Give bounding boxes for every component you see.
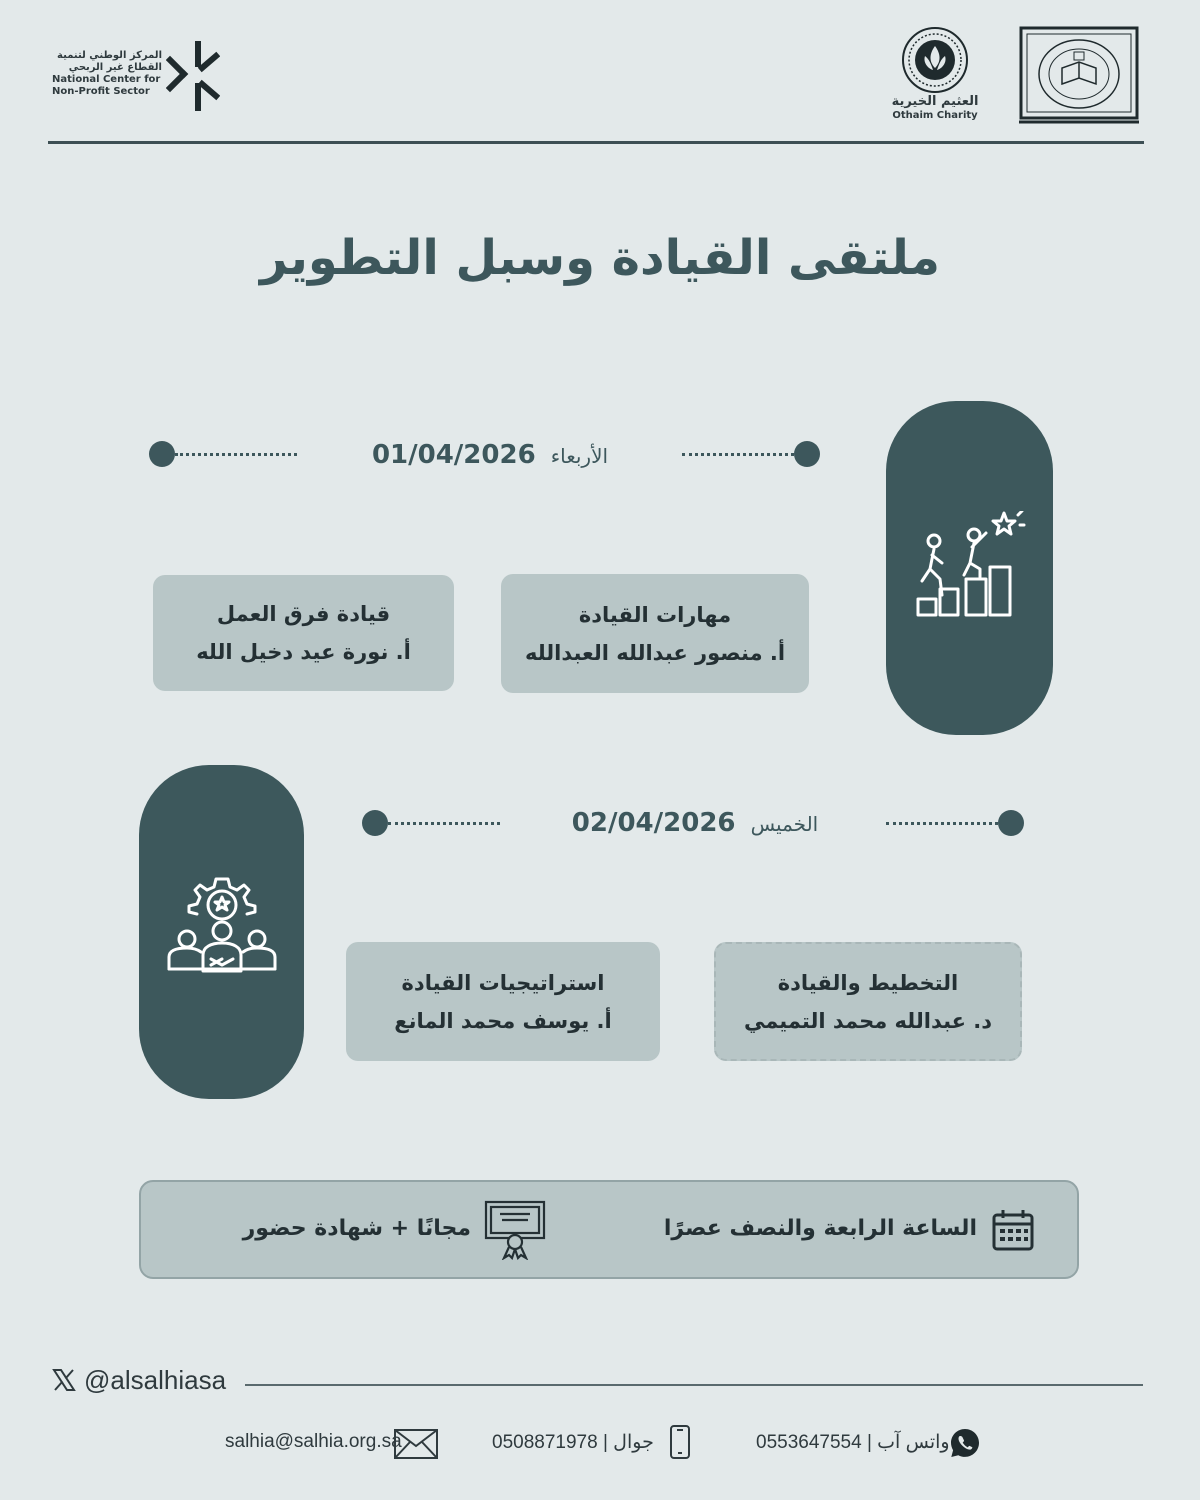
mobile-contact[interactable] — [492, 1431, 654, 1454]
session-topic: التخطيط والقيادة — [777, 970, 959, 995]
ncnp-ar-line1: المركز الوطني لتنمية — [57, 50, 162, 61]
session-speaker: أ. يوسف محمد المانع — [394, 1008, 612, 1033]
session-topic: مهارات القيادة — [578, 602, 732, 627]
timeline-dotted-line — [886, 822, 998, 825]
ncnp-en-line2: Non-Profit Sector — [52, 86, 150, 97]
othaim-logo — [880, 26, 990, 126]
mobile-label: جوال — [613, 1432, 654, 1453]
session-speaker: أ. منصور عبدالله العبدالله — [524, 640, 786, 665]
whatsapp-number: 0553647554 — [756, 1432, 862, 1453]
day1-date-label — [310, 440, 670, 470]
session-card — [153, 575, 454, 691]
whatsapp-contact[interactable] — [756, 1431, 950, 1454]
salhia-logo-icon — [1018, 26, 1140, 126]
event-time: الساعة الرابعة والنصف عصرًا — [663, 1216, 977, 1241]
timeline-dotted-line — [388, 822, 500, 825]
session-topic: قيادة فرق العمل — [216, 602, 391, 626]
page-title: ملتقى القيادة وسبل التطوير — [259, 230, 941, 286]
mobile-phone-icon — [669, 1424, 691, 1460]
day2-day-name: الخميس — [750, 812, 819, 836]
ncnp-logo-text — [52, 50, 162, 98]
free-certificate: مجانًا + شهادة حضور — [242, 1216, 471, 1241]
climbing-steps-icon — [914, 511, 1026, 623]
session-card — [501, 574, 809, 693]
day2-date: 02/04/2026 — [571, 808, 736, 838]
session-speaker: أ. نورة عيد دخيل الله — [196, 640, 411, 664]
session-card — [714, 942, 1022, 1061]
separator: | — [602, 1432, 614, 1453]
session-card — [346, 942, 660, 1061]
ncnp-ar-line2: القطاع غير الربحي — [68, 62, 162, 73]
ncnp-mark-icon — [166, 40, 220, 112]
whatsapp-icon — [949, 1427, 981, 1459]
day1-icon-pill — [886, 401, 1053, 735]
timeline-dot — [794, 441, 820, 467]
timeline-dotted-line — [682, 453, 794, 456]
othaim-name-en: Othaim Charity — [892, 110, 978, 121]
session-topic: استراتيجيات القيادة — [401, 970, 605, 995]
ncnp-logo — [52, 40, 222, 112]
day2-date-label — [515, 808, 875, 838]
separator: | — [866, 1432, 878, 1453]
day1-day-name: الأربعاء — [550, 444, 609, 468]
session-speaker: د. عبدالله محمد التميمي — [743, 1008, 993, 1033]
othaim-emblem-icon — [901, 26, 969, 94]
timeline-dot — [362, 810, 388, 836]
day1-date: 01/04/2026 — [371, 440, 536, 470]
calendar-icon — [991, 1208, 1035, 1252]
footer-divider — [245, 1384, 1143, 1386]
certificate-icon — [484, 1200, 546, 1260]
team-gear-icon — [165, 875, 279, 989]
email-address[interactable]: salhia@salhia.org.sa — [225, 1431, 402, 1452]
ncnp-en-line1: National Center for — [52, 74, 161, 85]
info-bar — [139, 1180, 1079, 1279]
timeline-dot — [149, 441, 175, 467]
mobile-number: 0508871978 — [492, 1432, 598, 1453]
timeline-dotted-line — [175, 453, 297, 456]
othaim-name-ar: العثيم الخيرية — [891, 94, 979, 109]
social-handle[interactable]: @alsalhiasa — [84, 1365, 227, 1395]
day2-icon-pill — [139, 765, 304, 1099]
whatsapp-label: واتس آب — [877, 1432, 950, 1453]
timeline-dot — [998, 810, 1024, 836]
envelope-icon — [393, 1428, 439, 1460]
header-divider — [48, 141, 1144, 144]
x-twitter-icon[interactable] — [52, 1368, 76, 1392]
